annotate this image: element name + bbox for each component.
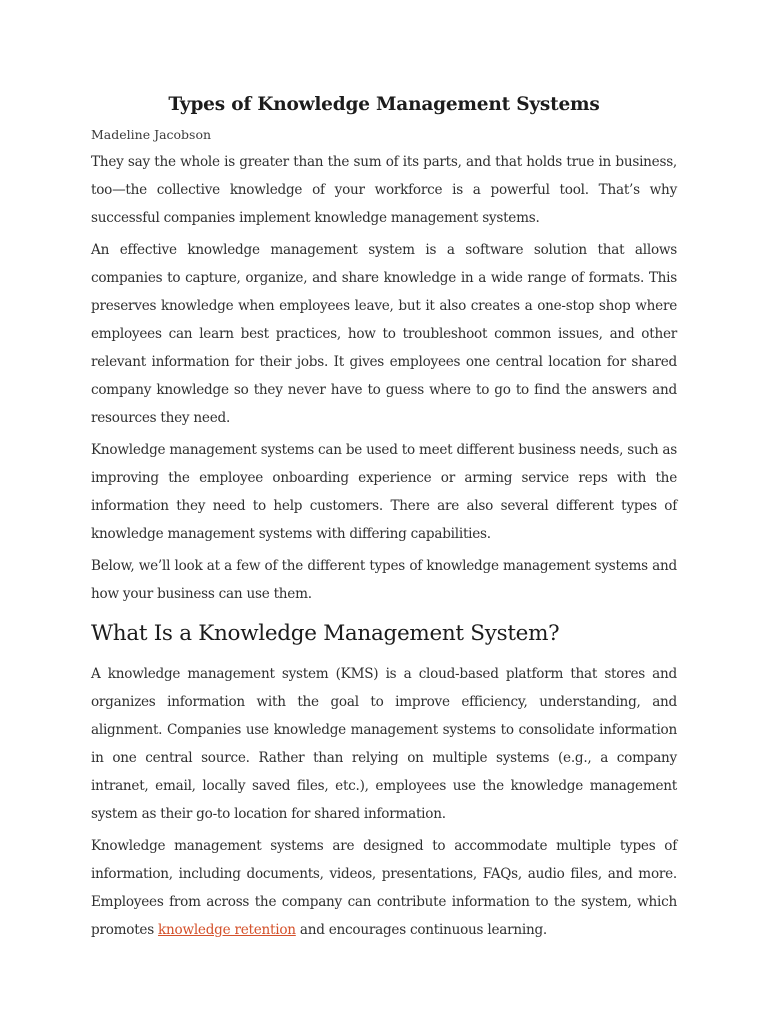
section-paragraph-2 <box>91 832 677 944</box>
document-title: Types of Knowledge Management Systems <box>168 94 600 115</box>
knowledge-retention-link[interactable]: knowledge retention <box>158 922 296 938</box>
author-name: Madeline Jacobson <box>91 127 212 142</box>
document-page <box>91 92 677 944</box>
paragraph-text-after-link: and encourages continuous learning. <box>295 922 547 938</box>
intro-paragraph-3: Knowledge management systems can be used to meet different business needs, such as improving the employee onboarding experience or arming service reps with the information they need to help customers. There are also several different types of knowledge management systems with differing capabilities. <box>91 442 677 542</box>
section-paragraph-1: A knowledge management system (KMS) is a cloud-based platform that stores and organizes information with the goal to improve efficiency, understanding, and alignment. Companies use knowledge management systems to consolidate information in one central source. Rather than relying on multiple systems (e.g., a company intranet, email, locally saved files, etc.), employees use the knowledge management system as their go-to location for shared information. <box>91 666 677 822</box>
intro-paragraph-1: They say the whole is greater than the sum of its parts, and that holds true in business, too—the collective knowledge of your workforce is a powerful tool. That’s why successful companies implement knowledge management systems. <box>91 154 677 226</box>
section-heading: What Is a Knowledge Management System? <box>91 621 560 646</box>
paragraph-text-before-link: Knowledge management systems are designed to accommodate multiple types of information, including documents, videos, presentations, FAQs, audio files, and more. Employees from across the company can contribute information to the system, which promotes <box>91 838 677 938</box>
intro-paragraph-4: Below, we’ll look at a few of the different types of knowledge management systems and how your business can use them. <box>91 558 677 602</box>
intro-paragraph-2: An effective knowledge management system is a software solution that allows companies to capture, organize, and share knowledge in a wide range of formats. This preserves knowledge when employees leave, but it also creates a one-stop shop where employees can learn best practices, how to troubleshoot common issues, and other relevant information for their jobs. It gives employees one central location for shared company knowledge so they never have to guess where to go to find the answers and resources they need. <box>91 242 677 426</box>
